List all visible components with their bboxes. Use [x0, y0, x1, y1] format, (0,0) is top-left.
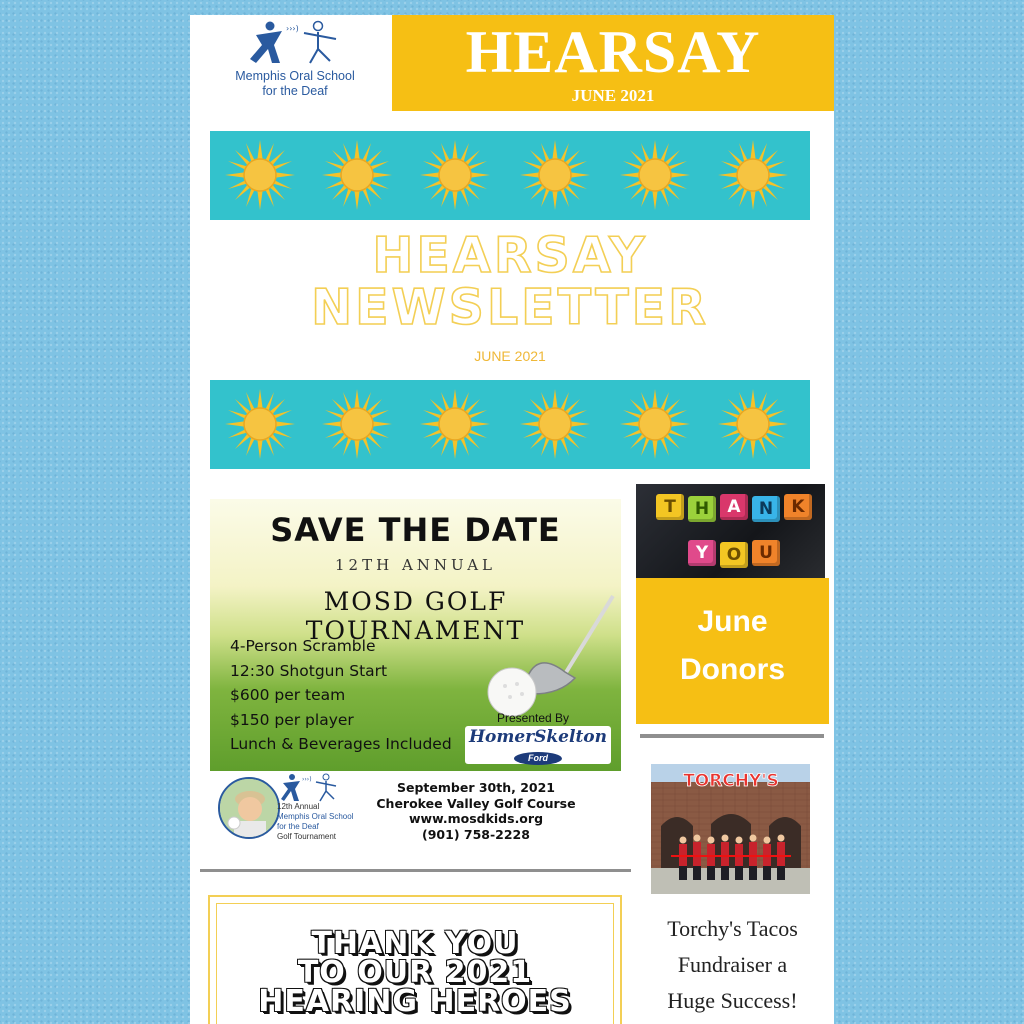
golf-tournament-flyer[interactable]	[210, 499, 621, 771]
golf-logo-line: 12th Annual	[277, 802, 320, 811]
detail-line: 12:30 Shotgun Start	[230, 661, 388, 680]
sponsor-logo	[465, 726, 611, 764]
detail-line: $150 per player	[230, 710, 354, 729]
divider	[200, 869, 631, 872]
newsletter-title-line2: NEWSLETTER	[311, 279, 709, 336]
sun-icon	[225, 140, 295, 210]
sun-icon	[420, 140, 490, 210]
letter-block: Y	[688, 540, 716, 566]
tournament-venue: Cherokee Valley Golf Course	[376, 795, 576, 811]
newsletter-date: JUNE 2021	[474, 348, 546, 364]
tournament-name: MOSD GOLF TOURNAMENT	[305, 587, 526, 645]
tournament-date: September 30th, 2021	[396, 780, 555, 795]
svg-text:›››): ›››)	[286, 24, 299, 33]
save-the-date-heading: SAVE THE DATE	[270, 511, 561, 549]
caption-line: Huge Success!	[667, 988, 798, 1013]
golfer-photo	[218, 777, 280, 839]
tournament-phone[interactable]: (901) 758-2228	[422, 826, 530, 842]
letter-block: N	[752, 496, 780, 522]
thank-you-blocks-image[interactable]	[636, 484, 825, 578]
hearing-heroes-banner[interactable]	[208, 895, 622, 1024]
school-name	[190, 69, 400, 99]
golf-logo-text	[277, 802, 353, 842]
letter-block: K	[784, 494, 812, 520]
sun-icon	[718, 140, 788, 210]
donors-line2: Donors	[680, 653, 785, 686]
heroes-line: TO OUR 2021	[297, 955, 533, 990]
sun-icon	[420, 389, 490, 459]
hearing-heroes-text	[210, 926, 620, 1019]
golf-logo-line: for the Deaf	[277, 822, 319, 831]
child-golfer-icon	[220, 779, 278, 837]
annual-subtitle: 12TH ANNUAL	[335, 556, 496, 574]
tournament-details	[230, 634, 452, 757]
letter-block: U	[752, 540, 780, 566]
tournament-website[interactable]: www.mosdkids.org	[408, 811, 544, 826]
divider	[640, 734, 824, 738]
sun-icon	[322, 389, 392, 459]
sun-banner-bottom	[210, 380, 810, 469]
sun-icon	[520, 140, 590, 210]
frame-corner-icon	[598, 895, 622, 919]
detail-line: Lunch & Beverages Included	[230, 735, 452, 753]
school-logo[interactable]	[190, 15, 392, 111]
sun-banner-top	[210, 131, 810, 220]
logo-figures-icon	[248, 19, 344, 71]
sun-icon	[520, 389, 590, 459]
donors-line1: June	[697, 605, 768, 638]
torchys-sign: TORCHY'S	[683, 771, 779, 791]
presented-by-label: Presented By	[497, 711, 570, 725]
masthead	[392, 15, 834, 111]
letter-block: O	[720, 542, 748, 568]
golf-logo-line: Golf Tournament	[277, 832, 336, 841]
sun-icon	[718, 389, 788, 459]
newsletter-title	[210, 227, 810, 336]
sun-icon	[620, 140, 690, 210]
school-name-line2: for the Deaf	[262, 84, 328, 98]
newsletter-page	[190, 15, 834, 1024]
letter-block: T	[656, 494, 684, 520]
letter-block: A	[720, 494, 748, 520]
sponsor-name: HomerSkelton	[468, 727, 608, 747]
sun-icon	[620, 389, 690, 459]
golf-club-ball-icon	[425, 594, 621, 724]
letter-block: H	[688, 496, 716, 522]
torchys-event-photo[interactable]	[651, 764, 810, 894]
mini-logo-figures-icon	[280, 773, 340, 803]
restaurant-photo-icon	[651, 764, 810, 894]
masthead-date: JUNE 2021	[571, 86, 655, 105]
frame-corner-icon	[208, 895, 232, 919]
torchys-caption[interactable]	[636, 911, 829, 1019]
heroes-line: HEARING HEROES	[258, 984, 572, 1019]
svg-text:›››): ›››)	[302, 776, 312, 783]
detail-line: 4-Person Scramble	[230, 637, 376, 655]
caption-line: Fundraiser a	[677, 952, 788, 977]
june-donors-button[interactable]	[636, 578, 829, 724]
ford-logo: Ford	[514, 752, 562, 765]
tournament-info	[360, 780, 592, 842]
detail-line: $600 per team	[230, 686, 346, 704]
golf-logo-line: Memphis Oral School	[277, 812, 354, 821]
sun-icon	[322, 140, 392, 210]
newsletter-title-line1: HEARSAY	[372, 227, 648, 284]
sun-icon	[225, 389, 295, 459]
masthead-title: HEARSAY	[465, 19, 761, 85]
caption-line: Torchy's Tacos	[667, 916, 798, 941]
school-name-line1: Memphis Oral School	[235, 69, 355, 83]
heroes-line: THANK YOU	[311, 926, 519, 961]
